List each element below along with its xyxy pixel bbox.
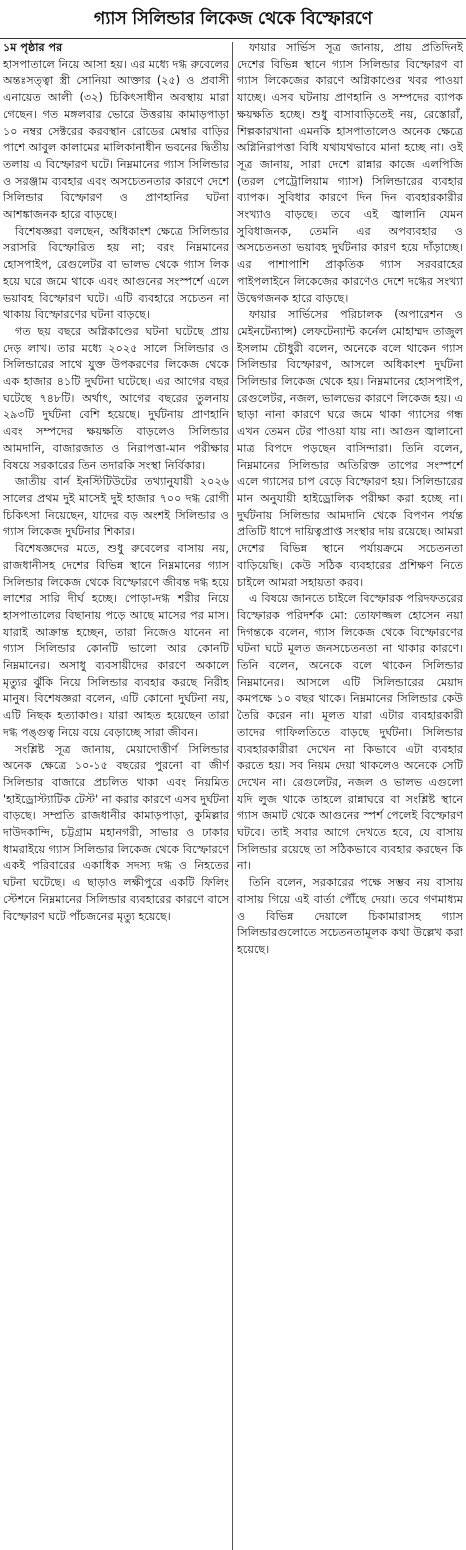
article-columns (3, 40, 463, 1550)
article-headline: গ্যাস সিলিন্ডার লিকেজ থেকে বিস্ফোরণে (0, 0, 466, 39)
left-column (3, 40, 229, 1550)
body-paragraph: সংশ্লিষ্ট সূত্র জানায়, মেয়াদোত্তীর্ণ সিলিন্ডার অনেক ক্ষেত্রে ১০-১৫ বছরের পুরনো বা জীর্ণ সিলিন্ডার বাজারে প্রচলিত থাকা এবং নিয়মিত 'হাইড্রোস্ট্যাটিক টেস্ট' না করার কারণে এসব দুর্ঘটনা বাড়ছে। সম্প্রতি রাজধানীর কামাড়পাড়া, কুমিল্লার দাউদকান্দি, চট্টগ্রাম মহানগরী, সাভার ও ঢাকার ধামরাইয়ে গ্যাস সিলিন্ডার লিকেজ থেকে বিস্ফোরণে একই পরিবারের একাধিক সদস্য দগ্ধ ও নিহতের ঘটনা ঘটেছে। এ ছাড়াও লক্ষীপুরে একটি ফিলিং স্টেশনে নিম্নমানের সিলিন্ডার ব্যবহারের কারণে বাসে বিস্ফোরণ ঘটে পাঁচজনের মৃত্যু হয়েছে। (3, 742, 229, 923)
body-paragraph: গত ছয় বছরে অগ্নিকাণ্ডের ঘটনা ঘটেছে প্রায় দেড় লাখ। তার মধ্যে ২০২৫ সালে সিলিন্ডার ও সিলিন্ডারের সাথে যুক্ত উপকরণের লিকেজ থেকে এক হাজার ৪১টি দুর্ঘটনা ঘটেছে। এর আগের বছর ঘটেছে ৭৪৮টি। অর্থাৎ, আগের বছরের তুলনায় ২৯৩টি দুর্ঘটনা বেশি হয়েছে। দুর্ঘটনায় প্রাণহানি এবং সম্পদের ক্ষয়ক্ষতি বাড়লেও সিলিন্ডার আমদানি, বাজারজাত ও নিরাপত্তা-মান পরীক্ষার বিষয়ে সরকারের তিন তদারকি সংস্থা নির্বিকার। (3, 324, 229, 472)
body-paragraph: জাতীয় বার্ন ইনস্টিটিউটের তথ্যানুযায়ী ২০২৬ সালের প্রথম দুই মাসেই দুই হাজার ৭০০ দগ্ধ রোগী চিকিৎসা নিয়েছেন, যাদের বড় অংশই সিলিন্ডার ও গ্যাস লিকেজ দুর্ঘটনার শিকার। (3, 475, 229, 539)
body-paragraph: ফায়ার সার্ভিসের পরিচালক (অপারেশন ও মেইনটেন্যান্স) লেফটেন্যান্ট কর্নেল মোহাম্মদ তাজুল ইসলাম চৌধুরী বলেন, অনেকে বলে থাকেন গ্যাস সিলিন্ডার বিস্ফোরণ, আসলে অধিকাংশ দুর্ঘটনা সিলিন্ডার লিকেজ থেকে হয়। নিম্নমানের হোসপাইপ, রেগুলেটর, নজল, ভালভের কারণে লিকেজ হয়। এ ছাড়া নানা কারণে ঘরে জমে থাকা গ্যাসের গন্ধ এখন তেমন টের পাওয়া যায় না। আগুন জ্বালানো মাত্র বিপদে পড়ছেন বাসিন্দারা। তিনি বলেন, নিম্নমানের সিলিন্ডার অতিরিক্ত তাপের সংস্পর্শে এলে গ্যাসের চাপ বেড়ে বিস্ফোরণ হয়। সিলিন্ডারের মান অনুযায়ী হাইড্রোলিক পরীক্ষা করা হচ্ছে না। দুর্ঘটনায় সিলিন্ডার আমদানি থেকে বিপণন পর্যন্ত প্রতিটি ধাপে দায়িত্বপ্রাপ্ত সংস্থার দায় রয়েছে। আমরা দেশের বিভিন্ন স্থানে পর্যায়ক্রমে সচেতনতা বাড়িয়েছি। কেউ সঠিক ব্যবহারের প্রশিক্ষণ নিতে চাইলে আমরা সহায়তা করব। (237, 308, 463, 589)
body-paragraph: হাসপাতালে নিয়ে আসা হয়। এর মধ্যে দগ্ধ রুবেলের অন্তঃসত্ত্বা স্ত্রী সোনিয়া আক্তার (২৫) ও প্রবাসী এনায়েত আলী (৩২) চিকিৎসাধীন অবস্থায় মারা গেছেন। গত মঙ্গলবার ভোরে উত্তরায় কামাড়পাড়া ১০ নম্বর সেক্টরের করবস্থান রোডের মেম্বার বাড়ির পাশে আবুল কালামের মালিকানাধীন ভবনের দ্বিতীয় তলায় এ বিস্ফোরণ ঘটে। নিম্নমানের গ্যাস সিলিন্ডার ও সরঞ্জাম ব্যবহার এবং অসচেতনতার কারণে দেশে সিলিন্ডার বিস্ফোরণ ও প্রাণহানির ঘটনা আশঙ্কাজনক হারে বাড়ছে। (3, 57, 229, 222)
body-paragraph: ফায়ার সার্ভিস সূত্র জানায়, প্রায় প্রতিদিনই দেশের বিভিন্ন স্থানে গ্যাস সিলিন্ডার বিস্ফোরণ বা গ্যাস লিকেজের কারণে অগ্নিকাণ্ডের খবর পাওয়া যাচ্ছে। এসব ঘটনায় প্রাণহানি ও সম্পদের ব্যাপক ক্ষয়ক্ষতি হচ্ছে। শুধু বাসাবাড়িতেই নয়, রেস্তোরাঁ, শিল্পকারখানা এমনকি হাসপাতালেও অনেক ক্ষেত্রে অগ্নিনিরাপত্তা বিধি যথাযথভাবে মানা হচ্ছে না। ওই সূত্র জানায়, সারা দেশে রান্নার কাজে এলপিজি (তরল পেট্রোলিয়াম গ্যাস) সিলিন্ডারের ব্যবহার ব্যাপক। সুবিধার কারণে দিন দিন ব্যবহারকারীর সংখ্যাও বাড়ছে। তবে এই জ্বালানি যেমন সুবিধাজনক, তেমনি এর অপব্যবহার ও অসচেতনতা ভয়াবহ দুর্ঘটনার কারণ হয়ে দাঁড়াচ্ছে। এর পাশাপাশি প্রাকৃতিক গ্যাস সরবরাহের পাইপলাইনে লিকেজের কারণেও দেশে দগ্ধের সংখ্যা উদ্বেগজনক হারে বাড়ছে। (237, 41, 463, 305)
body-paragraph: তিনি বলেন, সরকারের পক্ষে সম্ভব নয় বাসায় বাসায় গিয়ে এই বার্তা পৌঁছে দেয়া। তবে গণমাধ্যম ও বিভিন্ন দেয়ালে চিকামারাসহ গ্যাস সিলিন্ডারগুলোতে সচেতনতামূলক কথা উল্লেখ করা হয়েছে। (237, 876, 463, 956)
body-paragraph: বিশেষজ্ঞরা বলছেন, অধিকাংশ ক্ষেত্রে সিলিন্ডার সরাসরি বিস্ফোরিত হয় না; বরং নিম্নমানের হোসপাইপ, রেগুলেটর বা ভালভ থেকে গ্যাস লিক হয়ে ঘরে জমে থাকে এবং আগুনের সংস্পর্শে এলে ভয়াবহ বিস্ফোরণ ঘটে। এটি ব্যবহারে সচেতন না থাকায় বিস্ফোরণের ঘটনা বাড়ছে। (3, 224, 229, 322)
body-paragraph: এ বিষয়ে জানতে চাইলে বিস্ফোরক পরিদফতরের বিস্ফোরক পরিদর্শক মো: তোফাজ্জল হোসেন নয়া দিগন্তকে বলেন, গ্যাস লিকেজ থেকে বিস্ফোরণের ঘটনা ঘটে মূলত জনসচেতনতা না থাকার কারণে। তিনি বলেন, অনেকে বলে থাকেন সিলিন্ডার নিম্নমানের। আসলে এটি সিলিন্ডারের মেয়াদ কমপক্ষে ১০ বছর থাকে। নিম্নমানের সিলিন্ডার কেউ তৈরি করেন না। মূলত যারা এটার ব্যবহারকারী তাদের গাফিলতিতে বাড়ছে দুর্ঘটনা। সিলিন্ডার ব্যবহারকারীরা দেখেন না কিভাবে এটা ব্যবহার করতে হয়। সব নিয়ম দেয়া থাকলেও অনেকে সেটি দেখেন না। রেগুলেটর, নজল ও ভালভ এগুলো যদি লুজ থাকে তাহলে রান্নাঘরে বা সংশ্লিষ্ট স্থানে গ্যাস জমাট থেকে আগুনের স্পর্শ পেলেই বিস্ফোরণ ঘটবে। তাই সবার আগে দেখতে হবে, যে বাসায় সিলিন্ডার রয়েছে তা সঠিকভাবে ব্যবহার করছেন কি না। (237, 592, 463, 873)
continuation-label: ১ম পৃষ্ঠার পর (3, 41, 63, 54)
body-paragraph: বিশেষজ্ঞদের মতে, শুধু রুবেলের বাসায় নয়, রাজধানীসহ দেশের বিভিন্ন স্থানে নিম্নমানের গ্যাস সিলিন্ডার লিকেজ থেকে বিস্ফোরণে জীবন্ত দগ্ধ হয়ে লাশের সারি দীর্ঘ হচ্ছে। পোড়া-দগ্ধ শরীর নিয়ে হাসপাতালের বিছানায় পড়ে আছে মাসের পর মাস। যারাই আক্রান্ত হচ্ছেন, তারা নিজেও যানেন না গ্যাস সিলিন্ডার কোনটি ভালো আর কোনটি নিম্নমানের। অসাধু ব্যবসায়ীদের কারণে অকালে মৃত্যুর ঝুঁকি নিয়ে সিলিন্ডার ব্যবহার করছে নিরীহ মানুষ। বিশেষজ্ঞরা বলেন, এটি কোনো দুর্ঘটনা নয়, এটি নিছক হত্যাকাণ্ড। যারা আহত হয়েছেন তারা দগ্ধ পঙ্গুত্ব নিয়ে বয়ে বেড়াচ্ছে সারা জীবন। (3, 542, 229, 739)
column-divider (232, 42, 233, 1550)
right-column (237, 40, 463, 1550)
